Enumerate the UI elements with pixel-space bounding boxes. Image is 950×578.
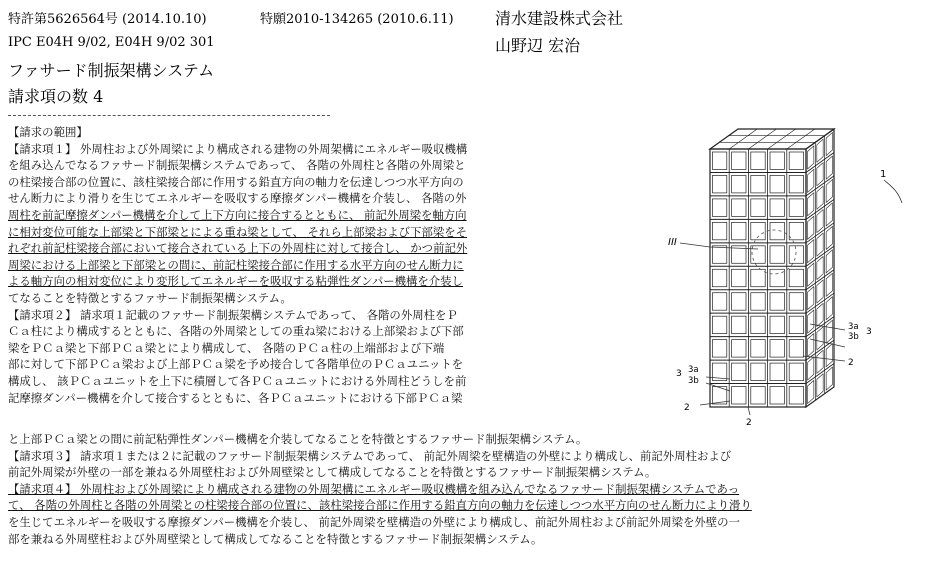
claim-line: の柱梁接合部の位置に、該柱梁接合部に作用する鉛直方向の軸力を伝達しつつ水平方向の [8, 174, 464, 189]
claim-line: に相対変位可能な上部梁と下部梁とによる重ね梁として、 それら上部梁および下部梁をそ [8, 224, 468, 239]
claim-line: 部を兼ねる外周壁柱および外周壁梁として構成してなることを特徴とするファサード制振架構システム。 [8, 531, 543, 546]
ref-label-3a-lower: 3a [688, 365, 699, 375]
leader-lines [680, 180, 902, 415]
claim-line: Ｃａ柱により構成するとともに、各階の外周梁としての重ね梁における上部梁および下部 [8, 324, 464, 339]
claim-count: 請求項の数 4 [8, 87, 104, 106]
claim-line: て、 各階の外周柱と各階の外周梁との柱梁接合部の位置に、該柱梁接合部に作用する鉛直方向の軸力を伝達しつつ水平方向のせん断力により滑り [8, 498, 752, 513]
ref-label-2-bottom-left: 2 [684, 403, 690, 413]
ref-label-2-right: 2 [848, 358, 854, 368]
claim-line: よる軸方向の相対変位により変形してエネルギーを吸収する粘弾性ダンパー機構を介装し [8, 274, 463, 289]
claim-line: 【請求項３】 請求項１または２に記載のファサード制振架構システムであって、 前記外周梁を壁構造の外壁により構成し、前記外周柱および [8, 448, 732, 463]
claim-line: 記摩擦ダンパー機構を介して接合するとともに、各ＰＣａユニットにおける下部ＰＣａ梁 [8, 390, 463, 405]
claim-line: を組み込んでなるファサード制振架構システムであって、 各階の外周柱と各階の外周梁と [8, 158, 466, 173]
claim-line: 【請求項１】 外周柱および外周梁により構成される建物の外周架構にエネルギー吸収機構 [8, 141, 468, 156]
inventor: 山野辺 宏治 [495, 36, 581, 55]
patent-title: ファサード制振架構システム [8, 61, 215, 80]
claim-line: 【請求項４】 外周柱および外周梁により構成される建物の外周架構にエネルギー吸収機構を組み込んでなるファサード制振架構システムであっ [8, 481, 740, 496]
ref-label-3b-upper: 3b [848, 332, 859, 342]
claim-line: 【請求項２】 請求項１記載のファサード制振架構システムであって、 各階の外周柱をＰ [8, 307, 458, 322]
building-drawing [710, 129, 834, 407]
ref-label-iii: III [668, 237, 677, 248]
claim-line: を生じてエネルギーを吸収する摩擦ダンパー機構を介装し、 前記外周梁を壁構造の外壁により構成し、前記外周柱および前記外周梁を外壁の一 [8, 514, 740, 529]
claim-line: 周柱を前記摩擦ダンパー機構を介して上下方向に接合するとともに、 前記外周梁を軸方向 [8, 207, 467, 222]
divider [8, 115, 330, 116]
claim-line: 梁をＰＣａ梁と下部ＰＣａ梁とにより構成して、 各階のＰＣａ柱の上端部および下端 [8, 340, 445, 355]
ref-label-3a-upper: 3a [848, 322, 859, 332]
ref-label-3-lower: 3 [676, 369, 682, 379]
building-facade-figure [640, 125, 940, 430]
claims-section-top [8, 124, 467, 406]
claim-line: せん断力により滑りを生じてエネルギーを吸収する摩擦ダンパー機構を介装し、 各階の外 [8, 191, 467, 206]
applicant: 清水建設株式会社 [495, 9, 624, 28]
patent-number: 特許第5626564号 (2014.10.10) [8, 12, 207, 27]
claims-section-bottom [8, 431, 752, 547]
claim-line: 前記外周梁が外壁の一部を兼ねる外周壁柱および外周壁梁として構成してなることを特徴とするファサード制振架構システム。 [8, 465, 657, 480]
ref-label-2-bottom: 2 [746, 418, 752, 428]
claim-line: れぞれ前記柱梁接合部において接合されている上下の外周柱に対して接合し、 かつ前記外 [8, 241, 468, 256]
claim-line: てなることを特徴とするファサード制振架構システム。 [8, 290, 292, 305]
application-number: 特願2010-134265 (2010.6.11) [260, 12, 454, 27]
ref-label-3-upper: 3 [866, 327, 872, 337]
ipc-classification: IPC E04H 9/02, E04H 9/02 301 [8, 35, 215, 50]
claim-line: 周梁における上部梁と下部梁との間に、前記柱梁接合部に作用する水平方向のせん断力に [8, 257, 464, 272]
claim-line: 部に対して下部ＰＣａ梁および上部ＰＣａ梁を予め接合して各階単位のＰＣａユニットを [8, 357, 464, 372]
ref-label-1: 1 [880, 169, 887, 180]
claim-line: と上部ＰＣａ梁との間に前記粘弾性ダンパー機構を介装してなることを特徴とするファサード制振架構システム。 [8, 432, 588, 446]
claim-line: 構成し、 該ＰＣａユニットを上下に積層して各ＰＣａユニットにおける外周柱どうしを前 [8, 373, 467, 388]
claims-heading: 【請求の範囲】 [8, 125, 88, 139]
ref-label-3b-lower: 3b [688, 376, 699, 386]
